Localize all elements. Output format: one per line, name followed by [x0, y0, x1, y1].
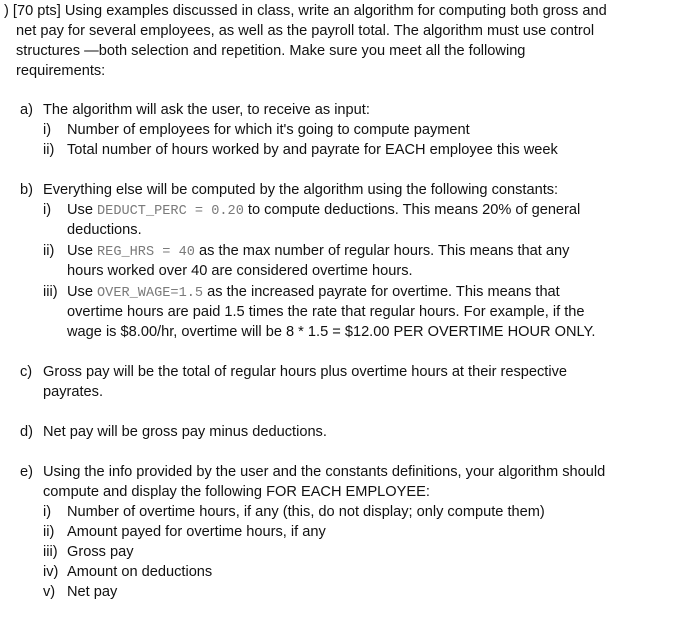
section-e-item-2-label: ii) — [43, 524, 55, 540]
section-e-item-3-text: Gross pay — [67, 544, 134, 560]
section-e-item-5-label: v) — [43, 584, 56, 600]
section-d-label: d) — [20, 424, 33, 440]
section-b-ii-pre: Use — [67, 243, 93, 259]
section-b-text: Everything else will be computed by the algorithm using the following constants: — [43, 182, 559, 198]
intro-line-3: structures —both selection and repetition. Make sure you meet all the following — [16, 43, 526, 59]
section-b-ii-cont: hours worked over 40 are considered overtime hours. — [67, 263, 413, 279]
intro-line-2: net pay for several employees, as well as the payroll total. The algorithm must use control — [16, 23, 595, 39]
section-b-label: b) — [20, 182, 33, 198]
section-b-i-post: to compute deductions. This means 20% of general — [247, 202, 581, 218]
section-b-i-line — [67, 200, 580, 222]
section-b-ii-label: ii) — [43, 243, 55, 259]
section-c-label: c) — [20, 364, 33, 380]
section-b-iii-post: as the increased payrate for overtime. This means that — [207, 284, 560, 300]
section-b-iii-line — [67, 282, 560, 304]
section-c-line-2: payrates. — [43, 384, 104, 400]
section-e-item-4-text: Amount on deductions — [67, 564, 213, 580]
section-b-i-cont: deductions. — [67, 222, 142, 238]
section-e-item-5-text: Net pay — [67, 584, 118, 600]
section-b-ii-line — [67, 241, 569, 263]
section-a-item-1-label: i) — [43, 122, 52, 138]
section-b-iii-cont-1: overtime hours are paid 1.5 times the rate that regular hours. For example, if the — [67, 304, 585, 320]
section-e-label: e) — [20, 464, 33, 480]
section-a-item-1-text: Number of employees for which it's going to compute payment — [67, 122, 470, 138]
section-e-line-1: Using the info provided by the user and the constants definitions, your algorithm should — [43, 464, 606, 480]
section-a-label: a) — [20, 102, 33, 118]
section-b-iii-pre: Use — [67, 284, 93, 300]
deduct-perc-constant: DEDUCT_PERC = 0.20 — [97, 204, 244, 219]
section-b-iii-label: iii) — [43, 284, 58, 300]
section-a-item-2-label: ii) — [43, 142, 55, 158]
reg-hrs-constant: REG_HRS = 40 — [97, 245, 195, 260]
section-e-item-3-label: iii) — [43, 544, 58, 560]
section-b-i-pre: Use — [67, 202, 93, 218]
section-a-item-2-text: Total number of hours worked by and payrate for EACH employee this week — [67, 142, 558, 158]
section-e-item-4-label: iv) — [43, 564, 59, 580]
section-e-item-1-label: i) — [43, 504, 52, 520]
section-b-ii-post: as the max number of regular hours. This means that any — [198, 243, 570, 259]
section-d-text: Net pay will be gross pay minus deductions. — [43, 424, 327, 440]
section-e-line-2: compute and display the following FOR EACH EMPLOYEE: — [43, 484, 430, 500]
intro-line-1: ) [70 pts] Using examples discussed in class, write an algorithm for computing both gross and — [4, 3, 607, 19]
section-e-item-1-text: Number of overtime hours, if any (this, do not display; only compute them) — [67, 504, 545, 520]
over-wage-constant: OVER_WAGE=1.5 — [97, 286, 204, 301]
intro-line-4: requirements: — [16, 63, 106, 79]
section-b-iii-cont-2: wage is $8.00/hr, overtime will be 8 * 1.5 = $12.00 PER OVERTIME HOUR ONLY. — [67, 324, 596, 340]
section-a-text: The algorithm will ask the user, to receive as input: — [43, 102, 370, 118]
section-b-i-label: i) — [43, 202, 52, 218]
section-e-item-2-text: Amount payed for overtime hours, if any — [67, 524, 326, 540]
section-c-line-1: Gross pay will be the total of regular hours plus overtime hours at their respective — [43, 364, 567, 380]
